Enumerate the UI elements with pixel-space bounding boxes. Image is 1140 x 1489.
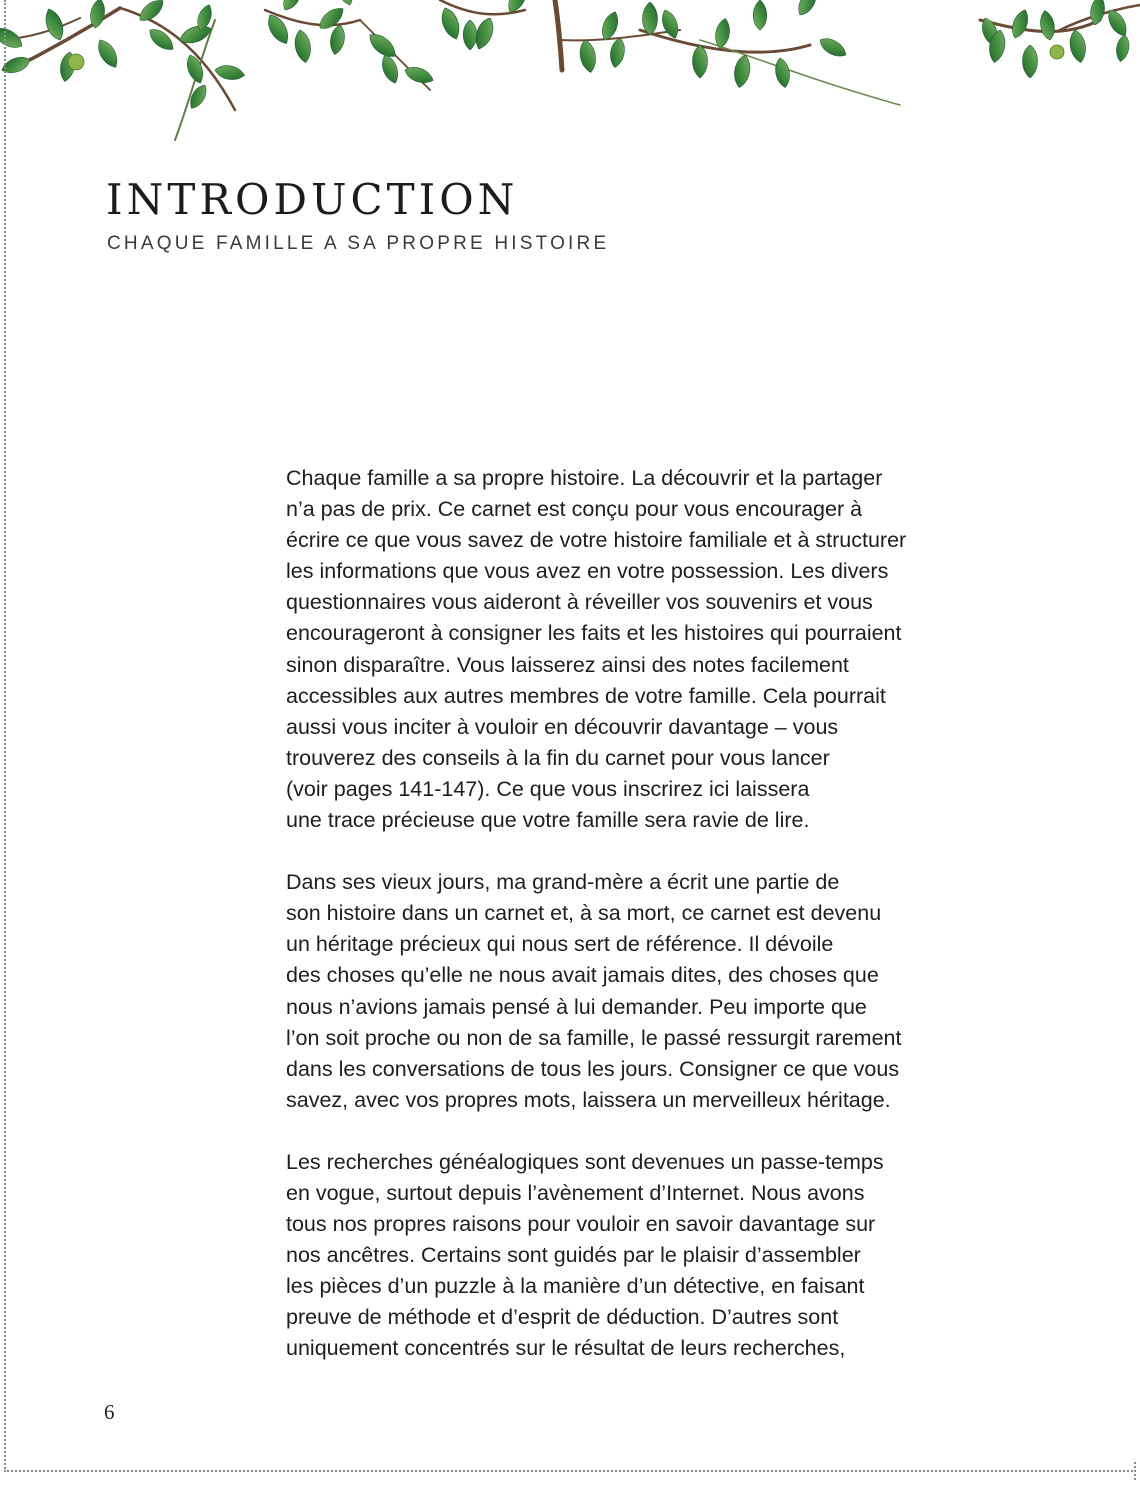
- foliage-illustration: [0, 0, 1140, 145]
- text-line: écrire ce que vous savez de votre histoire familiale et à structurer: [286, 528, 907, 553]
- page-title: INTRODUCTION: [106, 175, 519, 224]
- text-line: les informations que vous avez en votre possession. Les divers: [286, 559, 889, 584]
- text-line: questionnaires vous aideront à réveiller vos souvenirs et vous: [286, 590, 873, 615]
- text-line: (voir pages 141-147). Ce que vous inscrirez ici laissera: [286, 776, 810, 801]
- dotted-border-left: [4, 0, 6, 1472]
- page-subtitle: CHAQUE FAMILLE A SA PROPRE HISTOIRE: [107, 233, 610, 254]
- text-line: les pièces d’un puzzle à la manière d’un détective, en faisant: [286, 1274, 865, 1299]
- text-line: trouverez des conseils à la fin du carnet pour vous lancer: [286, 745, 830, 770]
- text-line: accessibles aux autres membres de votre famille. Cela pourrait: [286, 683, 886, 708]
- text-line: nous n’avions jamais pensé à lui demander. Peu importe que: [286, 994, 867, 1019]
- text-line: savez, avec vos propres mots, laissera un merveilleux héritage.: [286, 1087, 891, 1112]
- text-line: dans les conversations de tous les jours. Consigner ce que vous: [286, 1056, 900, 1081]
- dotted-border-right: [1134, 1462, 1136, 1480]
- text-line: son histoire dans un carnet et, à sa mort, ce carnet est devenu: [286, 901, 882, 926]
- page-number: 6: [104, 1400, 115, 1424]
- text-line: un héritage précieux qui nous sert de référence. Il dévoile: [286, 932, 834, 957]
- text-line: l’on soit proche ou non de sa famille, le passé ressurgit rarement: [286, 1025, 902, 1050]
- text-line: sinon disparaître. Vous laisserez ainsi des notes facilement: [286, 652, 849, 677]
- text-line: une trace précieuse que votre famille sera ravie de lire.: [286, 808, 810, 833]
- paragraph-3: [286, 1147, 1006, 1365]
- text-line: Dans ses vieux jours, ma grand-mère a écrit une partie de: [286, 870, 840, 895]
- dotted-border-bottom: [4, 1470, 1136, 1472]
- text-line: aussi vous inciter à vouloir en découvrir davantage – vous: [286, 714, 839, 739]
- text-line: Chaque famille a sa propre histoire. La découvrir et la partager: [286, 466, 883, 490]
- text-line: uniquement concentrés sur le résultat de leurs recherches,: [286, 1336, 846, 1361]
- text-line: Les recherches généalogiques sont devenues un passe-temps: [286, 1149, 884, 1174]
- text-line: tous nos propres raisons pour vouloir en savoir davantage sur: [286, 1212, 876, 1237]
- text-line: nos ancêtres. Certains sont guidés par le plaisir d’assembler: [286, 1243, 861, 1268]
- paragraph-1: [286, 463, 1006, 836]
- text-line: n’a pas de prix. Ce carnet est conçu pour vous encourager à: [286, 497, 863, 522]
- paragraph-2: [286, 867, 1006, 1116]
- body-text: [286, 463, 1006, 1396]
- text-line: preuve de méthode et d’esprit de déduction. D’autres sont: [286, 1305, 839, 1330]
- text-line: des choses qu’elle ne nous avait jamais dites, des choses que: [286, 963, 879, 988]
- text-line: en vogue, surtout depuis l’avènement d’Internet. Nous avons: [286, 1180, 865, 1205]
- text-line: encourageront à consigner les faits et les histoires qui pourraient: [286, 621, 902, 646]
